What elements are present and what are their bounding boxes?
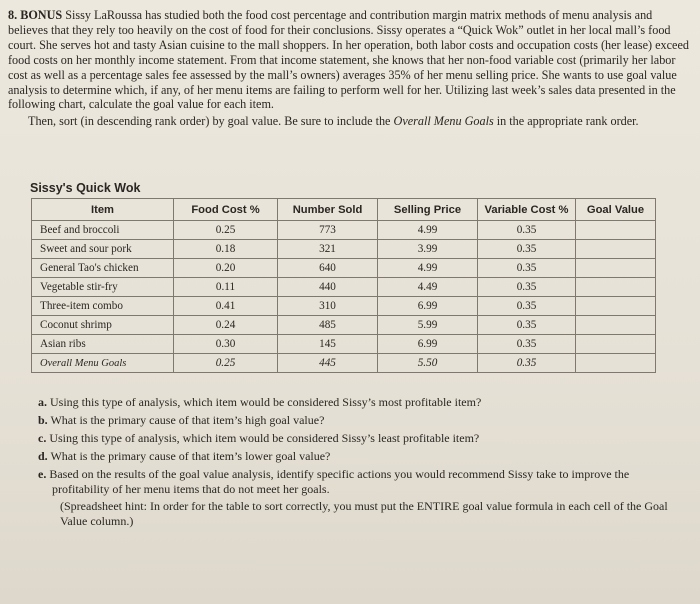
- goal-value-cell: [576, 240, 656, 259]
- header-goal-value: Goal Value: [576, 199, 656, 221]
- table-row: [32, 259, 656, 278]
- variable-cost-cell: 0.35: [478, 221, 576, 240]
- food-cost-cell: 0.24: [174, 316, 278, 335]
- number-sold-cell: 310: [278, 297, 378, 316]
- item-name: Overall Menu Goals: [32, 354, 174, 373]
- variable-cost-cell: 0.35: [478, 278, 576, 297]
- selling-price-cell: 5.99: [378, 316, 478, 335]
- number-sold-cell: 440: [278, 278, 378, 297]
- question-b: [38, 413, 688, 428]
- problem-number: 8.: [8, 8, 18, 22]
- variable-cost-cell: 0.35: [478, 240, 576, 259]
- selling-price-cell: 4.99: [378, 221, 478, 240]
- question-text: What is the primary cause of that item’s lower goal value?: [50, 448, 331, 463]
- item-name: Sweet and sour pork: [32, 240, 174, 259]
- problem-paragraph-1: Sissy LaRoussa has studied both the food cost percentage and contribution margin matrix methods of menu analysis and believes that they rely too heavily on the cost of food for their conclusions. Sissy operates a “Quick Wok” outlet in her local mall’s food court. She serves hot and tasty Asian cuisine to the mall shoppers. In her operation, both labor costs and occupation costs (her lease) exceed food costs on her monthly income statement. From that income statement, she knows that her non-food variable cost (primarily her labor cost as well as a percentage sales fee assessed by the mall’s owners) averages 35% of her menu selling price. She wants to use goal value analysis to determine which, if any, of her menu items are failing to perform well for her. Utilizing last week’s sales data presented in the following chart, calculate the goal value for each item.: [8, 8, 689, 112]
- food-cost-cell: 0.25: [174, 221, 278, 240]
- table-row: [32, 316, 656, 335]
- problem-paragraph-2-end: in the appropriate rank order.: [496, 114, 639, 129]
- goal-value-cell: [576, 335, 656, 354]
- question-e: [38, 467, 688, 497]
- variable-cost-cell: 0.35: [478, 354, 576, 373]
- selling-price-cell: 4.99: [378, 259, 478, 278]
- food-cost-cell: 0.41: [174, 297, 278, 316]
- goal-value-cell: [576, 354, 656, 373]
- item-name: Three-item combo: [32, 297, 174, 316]
- overall-goals-row: [32, 354, 656, 373]
- table-row: [32, 278, 656, 297]
- menu-data-table: [31, 198, 656, 373]
- question-list: [38, 395, 688, 529]
- goal-value-cell: [576, 221, 656, 240]
- header-item: Item: [32, 199, 174, 221]
- question-text: What is the primary cause of that item’s high goal value?: [50, 412, 325, 427]
- selling-price-cell: 4.49: [378, 278, 478, 297]
- question-letter: e.: [38, 466, 47, 481]
- goal-value-cell: [576, 259, 656, 278]
- item-name: General Tao's chicken: [32, 259, 174, 278]
- number-sold-cell: 485: [278, 316, 378, 335]
- question-d: [38, 449, 688, 464]
- item-name: Beef and broccoli: [32, 221, 174, 240]
- bonus-label: BONUS: [20, 8, 63, 22]
- number-sold-cell: 640: [278, 259, 378, 278]
- food-cost-cell: 0.11: [174, 278, 278, 297]
- question-letter: c.: [38, 430, 47, 445]
- header-number-sold: Number Sold: [278, 199, 378, 221]
- overall-menu-goals-label: Overall Menu Goals: [393, 114, 494, 129]
- question-text: Using this type of analysis, which item would be considered Sissy’s least profitable item?: [49, 430, 480, 445]
- table-title: Sissy's Quick Wok: [30, 181, 141, 195]
- question-text: Based on the results of the goal value analysis, identify specific actions you would recommend Sissy take to improve the profitability of her menu items that do not meet her goals.: [49, 466, 630, 496]
- food-cost-cell: 0.20: [174, 259, 278, 278]
- question-letter: d.: [38, 448, 48, 463]
- header-selling-price: Selling Price: [378, 199, 478, 221]
- header-food-cost: Food Cost %: [174, 199, 278, 221]
- question-letter: b.: [38, 412, 48, 427]
- problem-paragraph-2-start: Then, sort (in descending rank order) by goal value. Be sure to include the: [28, 114, 391, 129]
- header-variable-cost: Variable Cost %: [478, 199, 576, 221]
- selling-price-cell: 5.50: [378, 354, 478, 373]
- variable-cost-cell: 0.35: [478, 316, 576, 335]
- table-row: [32, 240, 656, 259]
- goal-value-cell: [576, 316, 656, 335]
- item-name: Asian ribs: [32, 335, 174, 354]
- table-row: [32, 297, 656, 316]
- table-row: [32, 335, 656, 354]
- question-c: [38, 431, 688, 446]
- food-cost-cell: 0.18: [174, 240, 278, 259]
- number-sold-cell: 445: [278, 354, 378, 373]
- number-sold-cell: 773: [278, 221, 378, 240]
- question-text: Using this type of analysis, which item would be considered Sissy’s most profitable item?: [50, 395, 482, 409]
- goal-value-cell: [576, 278, 656, 297]
- item-name: Vegetable stir-fry: [32, 278, 174, 297]
- problem-statement: [8, 8, 692, 129]
- number-sold-cell: 321: [278, 240, 378, 259]
- spreadsheet-hint: (Spreadsheet hint: In order for the table to sort correctly, you must put the ENTIRE goal value formula in each cell of the Goal Value column.): [60, 499, 668, 529]
- item-name: Coconut shrimp: [32, 316, 174, 335]
- table-row: [32, 221, 656, 240]
- goal-value-cell: [576, 297, 656, 316]
- selling-price-cell: 3.99: [378, 240, 478, 259]
- number-sold-cell: 145: [278, 335, 378, 354]
- question-a: [38, 395, 688, 410]
- selling-price-cell: 6.99: [378, 335, 478, 354]
- question-letter: a.: [38, 395, 47, 409]
- variable-cost-cell: 0.35: [478, 297, 576, 316]
- variable-cost-cell: 0.35: [478, 335, 576, 354]
- food-cost-cell: 0.30: [174, 335, 278, 354]
- table-header-row: [32, 199, 656, 221]
- variable-cost-cell: 0.35: [478, 259, 576, 278]
- food-cost-cell: 0.25: [174, 354, 278, 373]
- selling-price-cell: 6.99: [378, 297, 478, 316]
